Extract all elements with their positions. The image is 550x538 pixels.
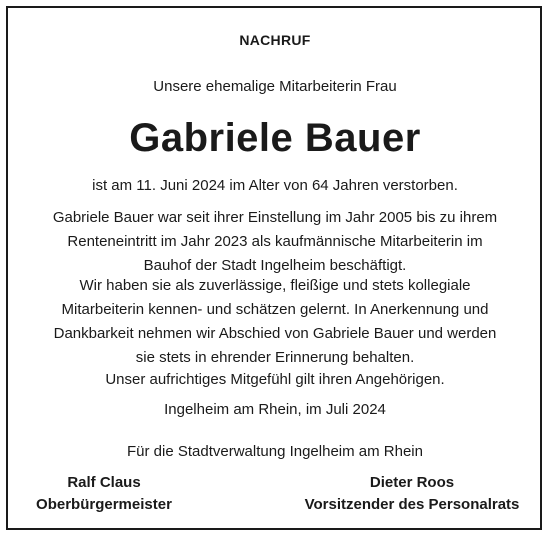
sympathy-statement: Unser aufrichtiges Mitgefühl gilt ihren Angehörigen. [105, 371, 445, 388]
tribute-line: sie stets in ehrender Erinnerung behalten. [135, 349, 415, 366]
tribute-line: Mitarbeiterin kennen- und schätzen gelernt. In Anerkennung und [61, 301, 489, 318]
career-line: Bauhof der Stadt Ingelheim beschäftigt. [143, 257, 407, 274]
tribute-paragraph [8, 274, 542, 370]
career-line: Renteneintritt im Jahr 2023 als kaufmännische Mitarbeiterin im [67, 233, 483, 250]
signatory-left [20, 472, 188, 516]
tribute-line: Wir haben sie als zuverlässige, fleißige und stets kollegiale [79, 277, 471, 294]
signatory-name: Dieter Roos [369, 474, 455, 491]
place-and-date: Ingelheim am Rhein, im Juli 2024 [164, 401, 386, 418]
notice-heading: NACHRUF [239, 32, 311, 48]
career-line: Gabriele Bauer war seit ihrer Einstellung im Jahr 2005 bis zu ihrem [52, 209, 498, 226]
signatory-role: Oberbürgermeister [36, 496, 172, 513]
career-paragraph [8, 206, 542, 278]
deceased-name: Gabriele Bauer [129, 116, 421, 160]
signatory-right [292, 472, 532, 516]
signatory-name: Ralf Claus [67, 474, 141, 491]
on-behalf-line: Für die Stadtverwaltung Ingelheim am Rhein [127, 443, 423, 460]
death-statement: ist am 11. Juni 2024 im Alter von 64 Jahren verstorben. [92, 177, 458, 194]
tribute-line: Dankbarkeit nehmen wir Abschied von Gabriele Bauer und werden [53, 325, 497, 342]
intro-line: Unsere ehemalige Mitarbeiterin Frau [153, 78, 397, 95]
signatory-role: Vorsitzender des Personalrats [304, 496, 520, 513]
